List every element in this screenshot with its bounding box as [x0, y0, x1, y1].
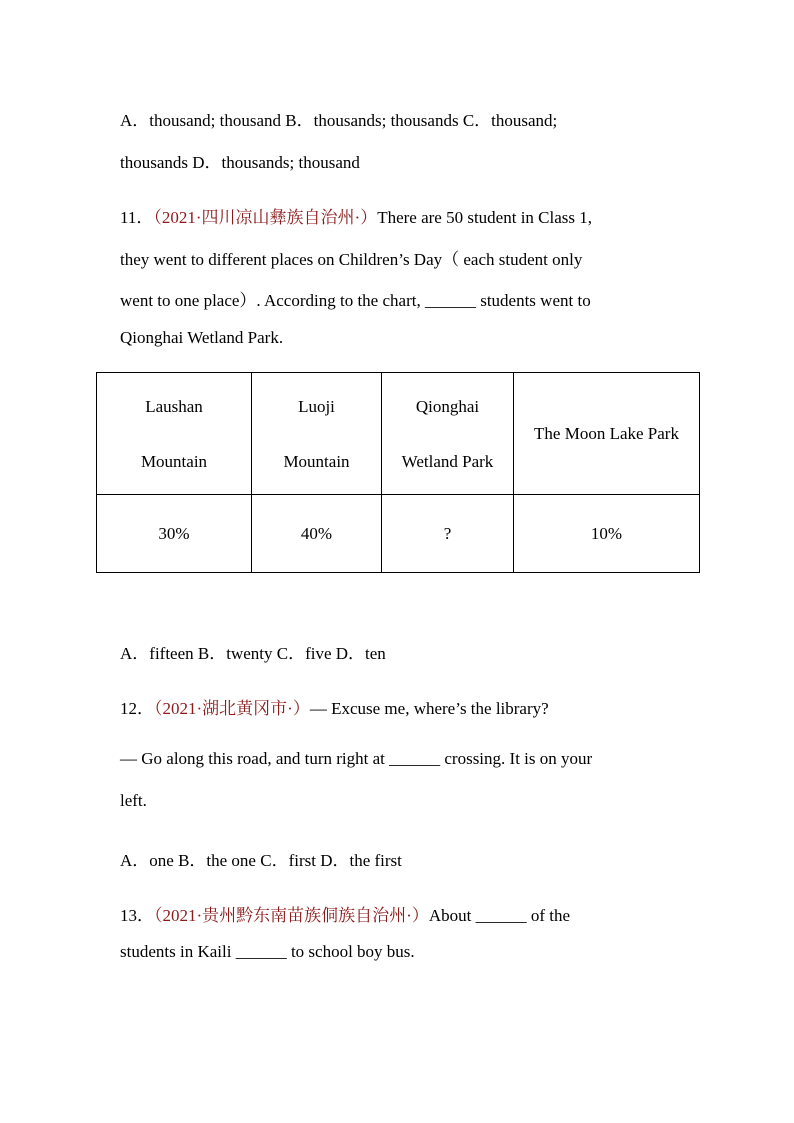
q10-options-line1: A．thousand; thousand B．thousands; thousands C．thousand;	[120, 111, 558, 130]
table-header-cell: Qionghai Wetland Park	[382, 373, 514, 495]
question-text: About ______ of the	[428, 906, 571, 925]
q11-stem-line1	[120, 203, 592, 228]
q10-options-line2: thousands D．thousands; thousand	[120, 153, 360, 172]
q12-stem-line3: left.	[120, 791, 147, 810]
q11-stem-line4: Qionghai Wetland Park.	[120, 328, 284, 347]
table-header-cell: Luoji Mountain	[252, 373, 382, 495]
table-header-row	[97, 373, 700, 495]
question-text: There are 50 student in Class 1,	[377, 208, 593, 227]
table-cell: 10%	[514, 495, 700, 573]
table-cell: ?	[382, 495, 514, 573]
q11-stem-line3: went to one place）. According to the chart, ______ students went to	[120, 291, 591, 310]
table-header-cell: The Moon Lake Park	[514, 373, 700, 495]
table-cell: 30%	[97, 495, 252, 573]
table-cell: 40%	[252, 495, 382, 573]
q12-stem-line2: — Go along this road, and turn right at ______ crossing. It is on your	[120, 749, 593, 768]
q13-stem-line2: students in Kaili ______ to school boy bus.	[120, 942, 415, 961]
table-header-cell: Laushan Mountain	[97, 373, 252, 495]
q11-options: A．fifteen B．twenty C．five D．ten	[120, 644, 386, 663]
q11-stem-line2: they went to different places on Children’s Day（ each student only	[120, 250, 583, 269]
q13-stem-line1	[120, 901, 570, 926]
q12-stem-line1	[120, 694, 549, 719]
question-source: （2021·贵州黔东南苗族侗族自治州·）	[154, 906, 429, 925]
question-source: （2021·四川凉山彝族自治州·）	[153, 208, 378, 227]
table-row	[97, 495, 700, 573]
q12-options: A．one B．the one C．first D．the first	[120, 851, 402, 870]
question-text: — Excuse me, where’s the library?	[309, 699, 549, 718]
question-number: 11．	[120, 208, 154, 227]
question-number: 12．	[120, 699, 154, 718]
question-source: （2021·湖北黄冈市·）	[154, 699, 310, 718]
places-table	[96, 372, 700, 573]
question-number: 13．	[120, 906, 154, 925]
